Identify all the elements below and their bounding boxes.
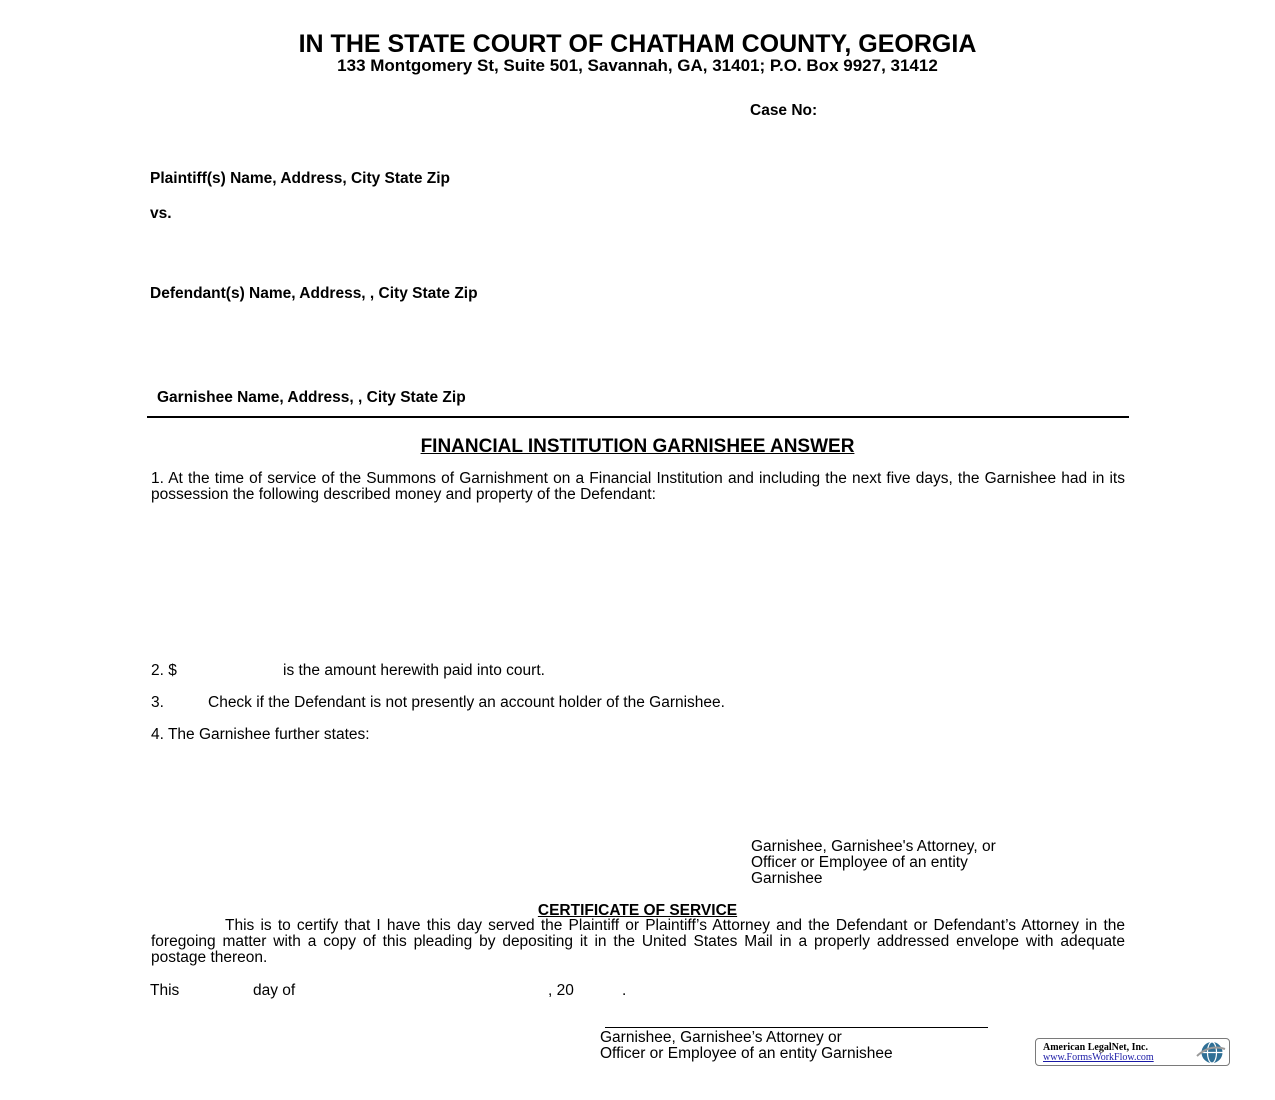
item-2-prefix: 2. $: [151, 662, 177, 679]
versus-label: vs.: [150, 205, 172, 222]
item-2-text: is the amount herewith paid into court.: [283, 662, 545, 679]
signature-line-1: Garnishee, Garnishee's Attorney, or: [751, 838, 996, 855]
defendant-label: Defendant(s) Name, Address, , City State Zip: [150, 285, 478, 302]
item-3-number: 3.: [151, 694, 164, 711]
globe-icon: [1194, 1040, 1227, 1065]
date-this-label: This: [150, 982, 180, 999]
plaintiff-label: Plaintiff(s) Name, Address, City State Zip: [150, 170, 451, 187]
certificate-signature-line-2: Officer or Employee of an entity Garnishee: [600, 1045, 893, 1062]
item-3-text: Check if the Defendant is not presently an account holder of the Garnishee.: [208, 694, 725, 711]
case-number-label: Case No:: [750, 102, 818, 119]
garnishee-label: Garnishee Name, Address, , City State Zip: [157, 389, 466, 406]
signature-line-2: Officer or Employee of an entity: [751, 854, 968, 871]
court-address: 133 Montgomery St, Suite 501, Savannah, GA, 31401; P.O. Box 9927, 31412: [337, 56, 938, 75]
form-title: FINANCIAL INSTITUTION GARNISHEE ANSWER: [420, 436, 855, 457]
item-4-text: 4. The Garnishee further states:: [151, 726, 370, 743]
certificate-title: CERTIFICATE OF SERVICE: [537, 902, 738, 919]
certificate-signature-line: [605, 1027, 988, 1028]
court-title: IN THE STATE COURT OF CHATHAM COUNTY, GEORGIA: [298, 30, 977, 58]
item-1-text: 1. At the time of service of the Summons of Garnishment on a Financial Institution and including the next five days, the Garnishee had in its possession the following described money and property of the Defendant:: [151, 470, 1125, 503]
garnishee-signature-block: [751, 839, 996, 887]
signature-line-3: Garnishee: [751, 870, 823, 887]
date-year-label: , 20: [548, 982, 574, 999]
logo-company-name: American LegalNet, Inc.: [1043, 1042, 1148, 1053]
american-legalnet-logo[interactable]: [1035, 1038, 1230, 1066]
certificate-signature-line-1: Garnishee, Garnishee’s Attorney or: [600, 1029, 842, 1046]
section-divider: [147, 416, 1129, 418]
certificate-text: This is to certify that I have this day served the Plaintiff or Plaintiff’s Attorney and the Defendant or Defendant’s Attorney in the foregoing matter with a copy of this pleading by depositing it in the United States Mail in a properly addressed envelope with adequate postage thereon.: [151, 917, 1125, 966]
certificate-signature-block: [600, 1030, 893, 1062]
date-day-of-label: day of: [253, 982, 296, 999]
date-period: .: [622, 982, 627, 999]
logo-website-link[interactable]: www.FormsWorkFlow.com: [1043, 1052, 1154, 1063]
